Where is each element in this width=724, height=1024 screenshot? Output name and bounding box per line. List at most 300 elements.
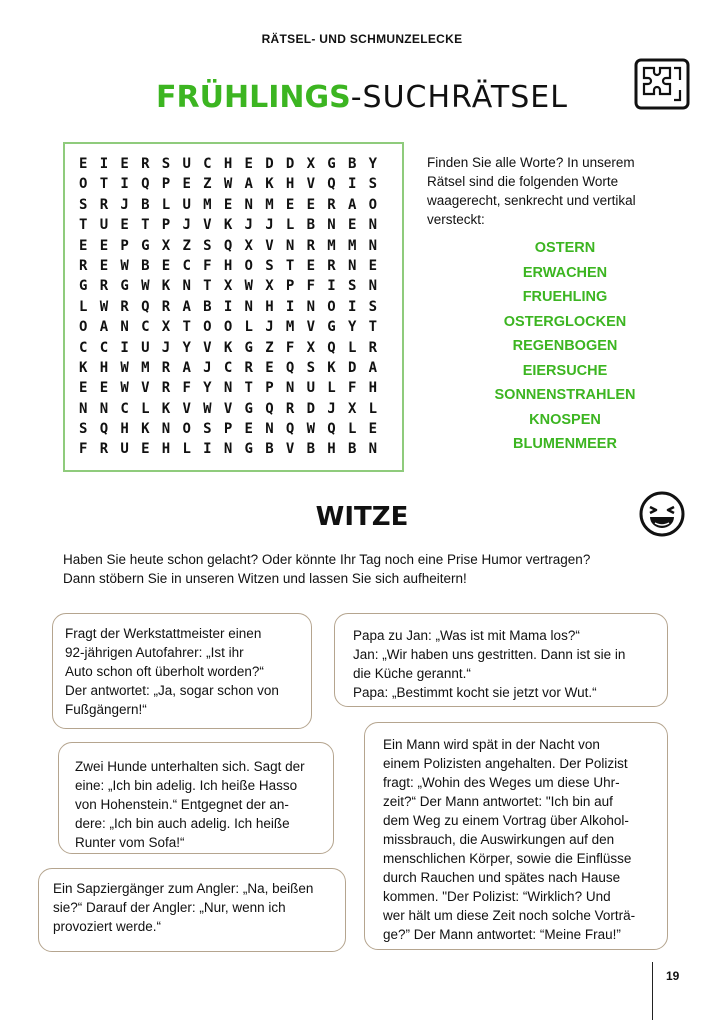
grid-cell: A	[244, 176, 253, 193]
grid-cell: I	[203, 441, 212, 458]
page-number-divider	[652, 962, 653, 1020]
grid-cell: V	[265, 237, 274, 254]
word-item: KNOSPEN	[529, 411, 601, 428]
joke-line: wer hält um diese Zeit noch solche Vorträ-	[383, 908, 636, 923]
grid-cell: C	[141, 319, 150, 336]
grid-cell: U	[182, 156, 191, 172]
grid-cell: N	[306, 298, 315, 315]
grid-cell: V	[203, 339, 212, 356]
grid-cell: N	[223, 380, 233, 397]
grid-cell: S	[203, 421, 212, 438]
page-number: 19	[666, 969, 680, 983]
grid-cell: K	[223, 339, 233, 356]
grid-cell: R	[141, 156, 150, 172]
word-list	[450, 236, 680, 457]
grid-cell: F	[347, 380, 357, 397]
grid-cell: E	[223, 196, 233, 213]
grid-cell: Q	[99, 421, 109, 438]
grid-cell: R	[285, 400, 295, 417]
grid-cell: H	[223, 257, 233, 274]
grid-cell: S	[161, 156, 171, 172]
grid-cell: T	[285, 257, 295, 274]
instruction-line: Rätsel sind die folgenden Worte	[427, 174, 619, 189]
grid-cell: W	[99, 298, 109, 315]
grid-cell: V	[306, 176, 315, 193]
grid-cell: M	[347, 237, 357, 254]
grid-cell: O	[244, 257, 253, 274]
grid-cell: N	[120, 319, 129, 336]
grid-cell: H	[223, 156, 233, 172]
grid-row	[79, 317, 389, 337]
grid-cell: J	[265, 319, 274, 336]
joke-line: Papa zu Jan: „Was ist mit Mama los?“	[353, 628, 580, 643]
grid-cell: B	[306, 441, 315, 458]
grid-cell: Q	[327, 421, 336, 438]
grid-cell: R	[244, 359, 253, 376]
grid-cell: P	[223, 421, 233, 438]
grid-cell: N	[244, 196, 253, 213]
grid-cell: W	[223, 176, 233, 193]
grid-cell: A	[182, 359, 191, 376]
grid-cell: I	[223, 298, 233, 315]
grid-cell: E	[120, 156, 129, 172]
grid-cell: P	[161, 176, 171, 193]
grid-cell: E	[99, 237, 109, 254]
joke-line: provoziert werde.“	[53, 919, 162, 934]
grid-cell: U	[141, 339, 150, 356]
grid-cell: M	[265, 196, 274, 213]
word-item: REGENBOGEN	[512, 338, 618, 354]
grid-cell: E	[79, 380, 88, 397]
grid-cell: A	[368, 359, 378, 376]
joke-line: Ein Sapziergänger zum Angler: „Na, beißen	[53, 881, 314, 896]
joke-bubble-2	[334, 613, 668, 707]
instruction-line: Finden Sie alle Worte? In unserem	[427, 155, 635, 170]
grid-cell: C	[223, 359, 233, 376]
page-title	[0, 80, 724, 116]
grid-cell: H	[368, 380, 378, 397]
grid-cell: Z	[182, 237, 191, 254]
grid-cell: B	[141, 257, 150, 274]
grid-cell: O	[79, 319, 88, 336]
grid-cell: G	[244, 339, 253, 356]
joke-line: missbrauch, die Auswirkungen auf den	[383, 832, 615, 847]
grid-cell: W	[120, 359, 129, 376]
grid-row	[79, 419, 389, 439]
grid-cell: E	[99, 257, 109, 274]
grid-cell: J	[265, 217, 274, 234]
grid-cell: L	[182, 441, 191, 458]
grid-cell: X	[265, 278, 274, 295]
title-green-part: FRÜHLINGS	[156, 80, 351, 115]
grid-row	[79, 358, 389, 378]
grid-cell: K	[265, 176, 274, 193]
grid-cell: Y	[203, 380, 212, 397]
grid-cell: T	[141, 217, 150, 234]
grid-cell: R	[327, 196, 336, 213]
grid-cell: E	[141, 441, 150, 458]
grid-cell: B	[141, 196, 150, 213]
joke-line: Runter vom Sofa!“	[75, 835, 185, 850]
word-search-grid	[63, 142, 404, 472]
grid-cell: B	[347, 441, 357, 458]
grid-cell: L	[79, 298, 88, 315]
grid-cell: H	[120, 421, 129, 438]
grid-cell: D	[285, 156, 295, 172]
grid-cell: R	[161, 359, 171, 376]
grid-cell: K	[161, 400, 171, 417]
joke-line: Der antwortet: „Ja, sogar schon von	[65, 683, 279, 698]
grid-cell: H	[265, 298, 274, 315]
grid-cell: B	[203, 298, 212, 315]
joke-line: Jan: „Wir haben uns gestritten. Dann ist sie in	[353, 647, 626, 662]
grid-cell: J	[203, 359, 212, 376]
joke-line: Papa: „Bestimmt kocht sie jetzt vor Wut.“	[353, 685, 597, 700]
grid-cell: H	[99, 359, 109, 376]
grid-cell: C	[182, 257, 191, 274]
grid-cell: R	[306, 237, 315, 254]
joke-line: dem Weg zu einem Vortrag über Alkohol-	[383, 813, 629, 828]
grid-cell: P	[120, 237, 129, 254]
grid-cell: I	[120, 339, 129, 356]
grid-cell: A	[99, 319, 109, 336]
grid-letters	[79, 154, 389, 460]
grid-cell: Q	[223, 237, 233, 254]
grid-cell: G	[244, 400, 253, 417]
grid-cell: V	[182, 400, 191, 417]
grid-cell: S	[368, 298, 378, 315]
grid-cell: J	[120, 196, 129, 213]
grid-cell: P	[161, 217, 171, 234]
joke-line: ge?” Der Mann antwortet: “Meine Frau!”	[383, 927, 621, 942]
grid-cell: C	[203, 156, 212, 172]
grid-cell: N	[368, 217, 378, 234]
jokes-intro	[63, 550, 693, 588]
grid-cell: G	[244, 441, 253, 458]
grid-cell: Z	[265, 339, 274, 356]
grid-cell: S	[79, 196, 88, 213]
grid-cell: X	[306, 339, 315, 356]
grid-cell: F	[203, 257, 212, 274]
grid-cell: X	[161, 237, 171, 254]
joke-line: Fragt der Werkstattmeister einen	[65, 626, 262, 641]
grid-cell: C	[120, 400, 129, 417]
grid-cell: E	[347, 217, 357, 234]
grid-cell: X	[223, 278, 233, 295]
grid-cell: T	[99, 176, 109, 193]
joke-line: zeit?“ Der Mann antwortet: "Ich bin auf	[383, 794, 613, 809]
grid-cell: N	[285, 237, 295, 254]
jokes-intro-line: Haben Sie heute schon gelacht? Oder könnte Ihr Tag noch eine Prise Humor vertragen?	[63, 552, 591, 567]
grid-cell: E	[306, 196, 315, 213]
grid-cell: X	[161, 319, 171, 336]
grid-row	[79, 215, 389, 235]
grid-cell: M	[285, 319, 295, 336]
grid-cell: J	[244, 217, 253, 234]
grid-cell: N	[368, 237, 378, 254]
grid-cell: N	[161, 421, 171, 438]
grid-cell: M	[203, 196, 212, 213]
grid-cell: I	[99, 156, 109, 172]
grid-cell: E	[244, 421, 253, 438]
grid-cell: W	[244, 278, 253, 295]
grid-cell: G	[141, 237, 150, 254]
grid-cell: F	[285, 339, 295, 356]
grid-cell: E	[368, 421, 378, 438]
grid-cell: Q	[265, 400, 274, 417]
grid-cell: N	[347, 257, 357, 274]
grid-cell: O	[327, 298, 336, 315]
grid-cell: T	[79, 217, 88, 234]
grid-cell: D	[306, 400, 315, 417]
grid-cell: L	[368, 400, 378, 417]
grid-cell: P	[265, 380, 274, 397]
grid-cell: E	[79, 156, 88, 172]
grid-cell: X	[306, 156, 315, 172]
grid-cell: C	[79, 339, 88, 356]
grid-cell: Z	[203, 176, 212, 193]
grid-cell: I	[285, 298, 295, 315]
grid-cell: U	[99, 217, 109, 234]
grid-cell: R	[327, 257, 336, 274]
grid-cell: S	[368, 176, 378, 193]
grid-cell: N	[368, 441, 378, 458]
grid-cell: R	[120, 298, 129, 315]
grid-cell: I	[327, 278, 336, 295]
joke-bubble-4	[364, 722, 668, 950]
grid-cell: S	[265, 257, 274, 274]
grid-cell: B	[347, 156, 357, 172]
grid-cell: X	[347, 400, 357, 417]
joke-line: Auto schon oft überholt worden?“	[65, 664, 264, 679]
grid-cell: O	[182, 421, 191, 438]
grid-cell: O	[368, 196, 378, 213]
grid-cell: V	[285, 441, 295, 458]
instruction-line: versteckt:	[427, 212, 485, 227]
grid-cell: W	[203, 400, 212, 417]
grid-cell: N	[285, 380, 295, 397]
word-item: OSTERN	[534, 240, 596, 256]
laughing-smiley-icon	[638, 490, 686, 538]
grid-cell: Y	[347, 319, 357, 336]
grid-cell: T	[182, 319, 191, 336]
joke-line: einem Polizisten angehalten. Der Polizist	[383, 756, 628, 771]
grid-cell: N	[79, 400, 88, 417]
joke-line: 92-jährigen Autofahrer: „Ist ihr	[65, 645, 244, 660]
grid-cell: R	[161, 298, 171, 315]
grid-cell: X	[244, 237, 253, 254]
grid-cell: K	[141, 421, 150, 438]
grid-cell: E	[244, 156, 253, 172]
grid-cell: E	[79, 237, 88, 254]
joke-line: durch Rauchen und spätes nach Hause	[383, 870, 621, 885]
grid-cell: R	[99, 278, 109, 295]
word-item: BLUMENMEER	[513, 436, 617, 452]
puzzle-icon	[634, 58, 690, 110]
grid-cell: L	[327, 380, 336, 397]
grid-cell: N	[265, 421, 274, 438]
grid-cell: O	[223, 319, 233, 336]
joke-line: dere: „Ich bin auch adelig. Ich heiße	[75, 816, 290, 831]
grid-cell: R	[79, 257, 88, 274]
grid-cell: U	[182, 196, 191, 213]
grid-cell: V	[223, 400, 233, 417]
grid-cell: G	[327, 319, 336, 336]
grid-cell: R	[161, 380, 171, 397]
grid-cell: N	[327, 217, 336, 234]
grid-cell: T	[203, 278, 212, 295]
word-item: OSTERGLOCKEN	[503, 313, 627, 330]
grid-cell: Q	[285, 359, 295, 376]
grid-cell: E	[161, 257, 171, 274]
grid-cell: Q	[141, 176, 150, 193]
grid-cell: K	[79, 359, 88, 376]
grid-cell: Q	[141, 298, 150, 315]
grid-row	[79, 338, 389, 358]
grid-cell: J	[161, 339, 171, 356]
grid-cell: W	[120, 257, 129, 274]
grid-cell: V	[141, 380, 150, 397]
word-item: FRUEHLING	[522, 289, 608, 305]
grid-cell: R	[99, 196, 109, 213]
grid-cell: L	[285, 217, 295, 234]
joke-line: eine: „Ich bin adelig. Ich heiße Hasso	[75, 778, 298, 793]
grid-cell: R	[99, 441, 109, 458]
grid-cell: N	[223, 441, 233, 458]
grid-cell: H	[161, 441, 171, 458]
grid-cell: V	[306, 319, 315, 336]
grid-cell: N	[244, 298, 253, 315]
grid-cell: J	[327, 400, 336, 417]
puzzle-instructions	[427, 153, 697, 229]
grid-row	[79, 276, 389, 296]
grid-row	[79, 154, 389, 174]
word-item: SONNENSTRAHLEN	[494, 387, 636, 403]
grid-cell: B	[265, 441, 274, 458]
grid-cell: L	[141, 400, 150, 417]
grid-cell: K	[327, 359, 336, 376]
grid-cell: B	[306, 217, 315, 234]
grid-cell: U	[306, 380, 315, 397]
grid-cell: L	[347, 421, 357, 438]
word-item: EIERSUCHE	[522, 362, 608, 379]
grid-cell: H	[285, 176, 295, 193]
grid-row	[79, 236, 389, 256]
grid-cell: E	[368, 257, 378, 274]
grid-cell: E	[99, 380, 109, 397]
jokes-title: WITZE	[315, 502, 409, 532]
joke-line: Zwei Hunde unterhalten sich. Sagt der	[75, 759, 305, 774]
section-header: RÄTSEL- UND SCHMUNZELECKE	[261, 32, 463, 46]
word-item: ERWACHEN	[522, 264, 608, 281]
grid-cell: H	[327, 441, 336, 458]
grid-cell: U	[120, 441, 129, 458]
grid-cell: Q	[327, 339, 336, 356]
grid-cell: G	[327, 156, 336, 172]
joke-bubble-1	[52, 613, 312, 729]
grid-cell: W	[120, 380, 129, 397]
grid-cell: W	[141, 278, 150, 295]
grid-cell: K	[161, 278, 171, 295]
grid-cell: T	[244, 380, 253, 397]
grid-row	[79, 256, 389, 276]
grid-cell: F	[79, 441, 88, 458]
grid-cell: E	[306, 257, 315, 274]
grid-cell: E	[265, 359, 274, 376]
grid-cell: M	[327, 237, 336, 254]
instruction-line: waagerecht, senkrecht und vertikal	[427, 193, 636, 208]
grid-cell: L	[161, 196, 171, 213]
grid-cell: S	[79, 421, 88, 438]
grid-cell: E	[120, 217, 129, 234]
grid-cell: Q	[285, 421, 295, 438]
grid-row	[79, 399, 389, 419]
grid-cell: E	[285, 196, 295, 213]
grid-cell: I	[347, 298, 357, 315]
grid-cell: S	[306, 359, 315, 376]
grid-cell: L	[244, 319, 253, 336]
title-rest-part: -SUCHRÄTSEL	[350, 80, 568, 115]
jokes-intro-line: Dann stöbern Sie in unseren Witzen und lassen Sie sich aufheitern!	[63, 571, 467, 586]
grid-cell: E	[182, 176, 191, 193]
grid-cell: G	[79, 278, 88, 295]
joke-bubble-3	[58, 742, 334, 854]
joke-line: von Hohenstein.“ Entgegnet der an-	[75, 797, 289, 812]
grid-cell: K	[223, 217, 233, 234]
grid-cell: G	[120, 278, 129, 295]
grid-cell: Y	[182, 339, 191, 356]
grid-cell: O	[203, 319, 212, 336]
joke-line: fragt: „Wohin des Weges um diese Uhr-	[383, 775, 620, 790]
grid-cell: N	[368, 278, 378, 295]
joke-line: sie?“ Darauf der Angler: „Nur, wenn ich	[53, 900, 286, 915]
grid-cell: V	[203, 217, 212, 234]
joke-line: kommen. "Der Polizist: “Wirklich? Und	[383, 889, 611, 904]
grid-cell: F	[306, 278, 315, 295]
grid-cell: T	[368, 319, 378, 336]
grid-cell: S	[203, 237, 212, 254]
grid-cell: N	[182, 278, 191, 295]
joke-line: die Küche gerannt.“	[353, 666, 471, 681]
joke-line: menschlichen Körper, sowie die Einflüsse	[383, 851, 632, 866]
joke-line: Fußgängern!“	[65, 702, 147, 717]
grid-row	[79, 378, 389, 398]
grid-cell: I	[347, 176, 357, 193]
grid-cell: P	[285, 278, 295, 295]
grid-cell: F	[182, 380, 191, 397]
grid-cell: A	[182, 298, 191, 315]
grid-cell: W	[306, 421, 315, 438]
grid-cell: Q	[327, 176, 336, 193]
grid-row	[79, 195, 389, 215]
grid-cell: C	[99, 339, 109, 356]
grid-cell: D	[265, 156, 274, 172]
grid-cell: R	[368, 339, 378, 356]
grid-cell: O	[79, 176, 88, 193]
grid-cell: J	[182, 217, 191, 234]
joke-bubble-5	[38, 868, 346, 952]
grid-row	[79, 297, 389, 317]
grid-row	[79, 439, 389, 459]
grid-cell: L	[347, 339, 357, 356]
grid-cell: S	[347, 278, 357, 295]
grid-cell: N	[99, 400, 109, 417]
joke-line: Ein Mann wird spät in der Nacht von	[383, 737, 600, 752]
grid-cell: M	[141, 359, 150, 376]
grid-cell: A	[347, 196, 357, 213]
grid-row	[79, 174, 389, 194]
grid-cell: Y	[368, 156, 378, 172]
